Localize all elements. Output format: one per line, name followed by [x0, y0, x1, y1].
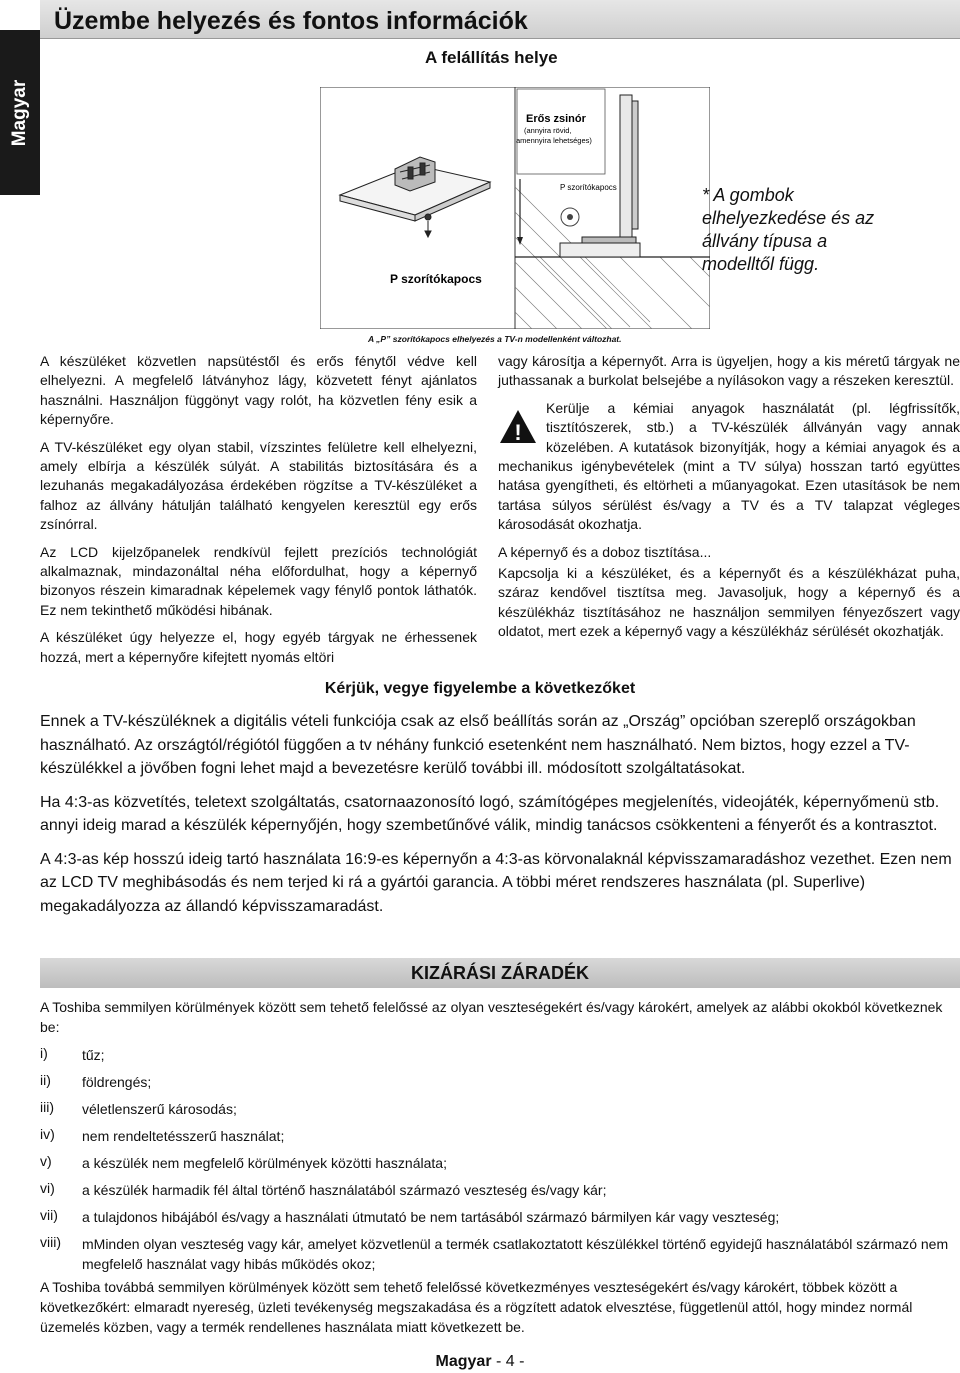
paragraph: vagy károsítja a képernyőt. Arra is ügyeljen, hogy a kis méretű tárgyak ne juthassanak a burkolat belsejébe a nyílásokon vagy a részeken keresztül.: [498, 353, 960, 389]
list-item-text: földrengés;: [82, 1074, 152, 1090]
list-item-text: mMinden olyan veszteség vagy kár, amelyet közvetlenül a termék csatlakoztatott készülékkel történő egyidejű használatából származó nem megfelelő használat vagy hibás működés okoz;: [82, 1236, 949, 1272]
list-item-number: vi): [40, 1180, 55, 1196]
installation-diagram: [320, 87, 710, 329]
paragraph: Az LCD kijelzőpanelek rendkívül fejlett prezíciós technológiát alkalmaznak, mindazonáltal néha előfordulhat, hogy a képernyő bizonyos részein kimaradnak képelemek vagy fénylő pontok láthatók. Ez nem tekinthető működési hibának.: [40, 543, 477, 618]
list-item-number: viii): [40, 1234, 61, 1250]
disclaimer-title-bar: [40, 958, 960, 988]
clamp-label: P szorítókapocs: [390, 272, 482, 286]
paragraph: Ha 4:3-as közvetítés, teletext szolgáltatás, csatornaazonosító logó, számítógépes megjelenítés, videojáték, képernyőmenü stb. annyi ideig marad a készülék képernyőjén, hogy szembetűnővé válik, mindig tanácsos csökkenteni a fényerőt és a kontrasztot.: [40, 793, 940, 834]
list-item-text: a készülék harmadik fél által történő használatából származó veszteség és/vagy kár;: [82, 1182, 607, 1198]
section-title: A felállítás helye: [425, 48, 558, 67]
list-item-number: iii): [40, 1099, 54, 1115]
left-column: [40, 352, 477, 675]
clamp-small-label: P szorítókapocs: [560, 183, 617, 192]
list-item-text: a tulajdonos hibájából és/vagy a használati útmutató be nem tartásából származó bármilyen kár vagy veszteség;: [82, 1209, 780, 1225]
stand-illustration: [340, 157, 490, 237]
list-item-number: vii): [40, 1207, 58, 1223]
list-item-number: v): [40, 1153, 52, 1169]
list-item-text: a készülék nem megfelelő körülmények közötti használata;: [82, 1155, 447, 1171]
footer-language: Magyar: [435, 1353, 492, 1370]
page-footer: [0, 1353, 960, 1371]
warning-symbol: !: [514, 419, 522, 445]
paragraph: A készüléket közvetlen napsütéstől és erős fénytől védve kell elhelyezni. A megfelelő látványhoz lágy, közvetett fényt ajánlatos használni. Használjon függönyt vagy rolót, ha közvetlen fény esik a képernyőre.: [40, 353, 477, 428]
paragraph: A képernyő és a doboz tisztítása...: [498, 543, 712, 560]
strong-cord-label: Erős zsinór: [526, 113, 586, 125]
list-item-text: nem rendeltetésszerű használat;: [82, 1128, 285, 1144]
paragraph: A készüléket úgy helyezze el, hogy egyéb tárgyak ne érhessenek hozzá, mert a képernyőre kifejtett nyomás eltöri: [40, 629, 477, 665]
paragraph: A 4:3-as kép hosszú ideig tartó használata 16:9-es képernyőn a 4:3-as körvonalaknál képvisszamaradáshoz vezethet. Ezen nem az LCD TV meghibásodás és nem terjed ki rá a gyártói garancia. A többi méret rendszeres használata (pl. Superlive) megakadályozza az állandó képvisszamaradást.: [40, 850, 952, 915]
disclaimer-title: KIZÁRÁSI ZÁRADÉK: [411, 963, 589, 983]
disclaimer-intro: A Toshiba semmilyen körülmények között sem tehető felelőssé az olyan veszteségekért és/vagy károkért, amelyek az alábbi okokból következnek be:: [40, 999, 943, 1035]
strong-cord-note-1: (annyira rövid,: [524, 126, 572, 135]
right-column: [498, 352, 960, 650]
strong-cord-note-2: amennyira lehetséges): [516, 136, 592, 145]
list-item-text: véletlenszerű károsodás;: [82, 1101, 237, 1117]
language-side-tab: [0, 30, 40, 195]
paragraph: Kapcsolja ki a készüléket, és a képernyőt és a készülékházat puha, száraz kendővel tisztítsa meg. Javasoljuk, hogy a képernyő és a készülékház tisztításához ne használjon semmilyen fényezőszert vagy oldatot, mert ezek a képernyő vagy a készülékház sérülését okozhatják.: [498, 565, 960, 640]
page-title: Üzembe helyezés és fontos információk: [54, 7, 528, 35]
notice-title: Kérjük, vegye figyelembe a következőket: [324, 680, 636, 697]
list-item-number: ii): [40, 1072, 51, 1088]
figure-note: * A gombok elhelyezkedése és az állvány típusa a modelltől függ.: [702, 185, 875, 274]
disclaimer-closing: A Toshiba továbbá semmilyen körülmények között sem tehető felelőssé következményes veszteségekért és/vagy károkért, többek között a következőkért: elmaradt nyereség, üzleti tevékenység megszakadása és a rögzített adatok elvesztése, függetlenül attól, hogy mindez normál üzemelés közben, vagy a termék rendellenes használata miatt következett be.: [40, 1279, 913, 1335]
warning-icon: [498, 407, 538, 455]
paragraph: A TV-készüléket egy olyan stabil, vízszintes felületre kell elhelyezni, amely elbírja a készülék súlyát. A stabilitás biztosítására és a lezuhanás megakadályozása érdekében rögzítse a TV-készüléket a falhoz az állvány hátulján található kengyelen keresztül egy erős zsínórral.: [40, 438, 477, 533]
paragraph: Kerülje a kémiai anyagok használatát (pl. légfrissítők, tisztítószerek, stb.) a TV-készülék állványán vagy annak közelében. A kutatások bizonyítják, hogy a kémiai anyagok és a mechanikus igénybevételek (mint a TV súlya) hosszan tartó együttes hatása gyengítheti, és eltörheti a műanyagokat. Ezen utasítások be nem tartása súlyos sérülést és/vagy a TV és a TV talapzat végleges károsodását okozhatja.: [498, 399, 960, 533]
list-item-text: tűz;: [82, 1047, 105, 1063]
paragraph: Ennek a TV-készüléknek a digitális vételi funkciója csak az első beállítás során az „Ország” opcióban szereplő országokban használható. Az országtól/régiótól függően a tv néhány funkció esetenként nem használható. Nem biztos, hogy ezzel a TV-készülékkel a jövőben fogni lehet majd a bevezetésre kerülő további ill. módosított szolgáltatásokat.: [40, 713, 916, 777]
page-header: [40, 0, 960, 39]
figure-caption: A „P” szorítókapocs elhelyezés a TV-n modellenként változhat.: [368, 334, 622, 344]
notice-body: [40, 710, 960, 928]
page-number: - 4 -: [496, 1353, 525, 1370]
list-item-number: i): [40, 1045, 48, 1061]
list-item-number: iv): [40, 1126, 55, 1142]
language-side-tab-label: Magyar: [9, 79, 30, 146]
